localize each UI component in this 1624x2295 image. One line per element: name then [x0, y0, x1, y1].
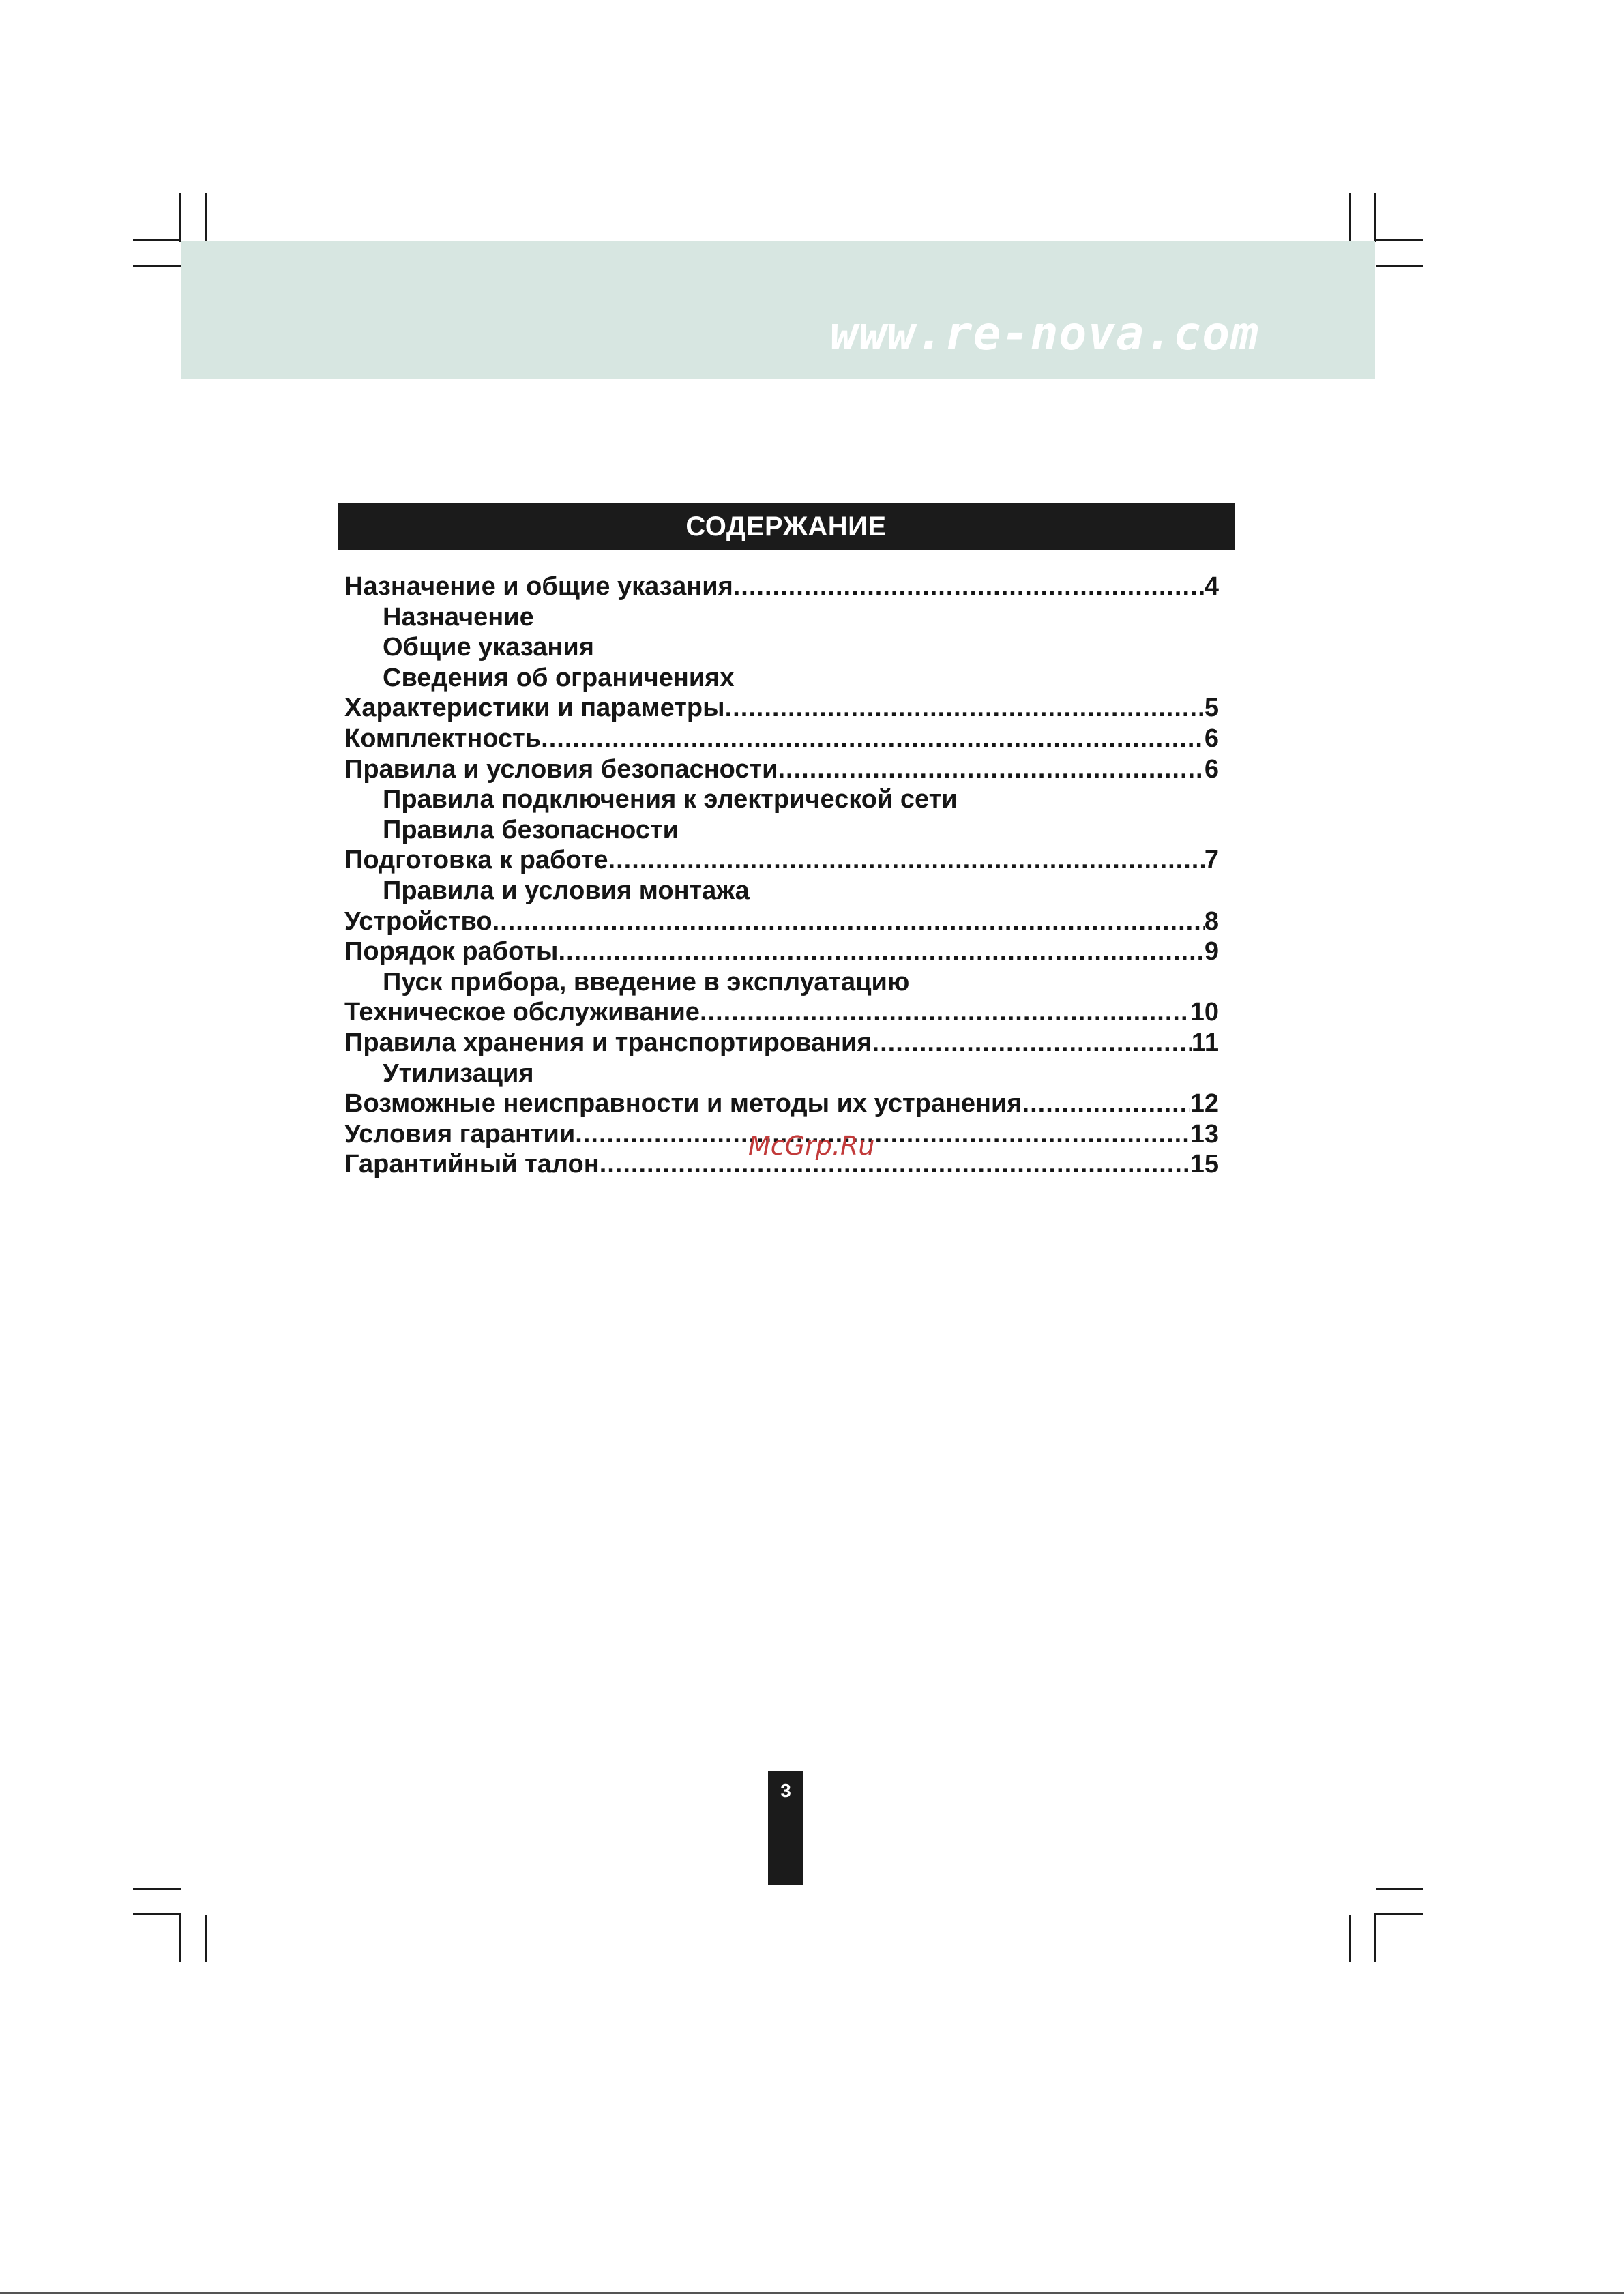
toc-item-label: Назначение — [383, 602, 534, 632]
toc-leader-dots — [733, 572, 1205, 602]
crop-mark — [205, 193, 207, 242]
toc-item-label: Подготовка к работе — [344, 846, 608, 875]
page-number-tab — [768, 1771, 803, 1885]
crop-mark — [1349, 1915, 1351, 1962]
toc-item-page: 9 — [1204, 937, 1219, 966]
toc-item[interactable] — [344, 845, 1219, 876]
toc-leader-dots — [558, 936, 1204, 967]
toc-subitem[interactable] — [344, 815, 1219, 846]
crop-mark — [133, 1888, 181, 1890]
toc-item-page: 6 — [1204, 754, 1219, 784]
toc-item[interactable] — [344, 906, 1219, 937]
toc-subitem[interactable] — [344, 632, 1219, 663]
crop-mark — [133, 265, 181, 267]
toc-leader-dots — [725, 693, 1205, 724]
toc-subitem[interactable] — [344, 602, 1219, 633]
toc-subitem[interactable] — [344, 967, 1219, 998]
crop-mark — [1376, 265, 1423, 267]
toc-item-page: 12 — [1190, 1089, 1219, 1119]
toc-item-label: Характеристики и параметры — [344, 694, 725, 723]
toc-item-label: Порядок работы — [344, 937, 559, 966]
toc-item[interactable] — [344, 1028, 1219, 1058]
toc-item-page: 13 — [1190, 1119, 1219, 1149]
toc-item-label: Устройство — [344, 906, 492, 936]
crop-mark — [205, 1915, 207, 1962]
toc-item-page: 4 — [1204, 572, 1219, 601]
toc-subitem[interactable] — [344, 663, 1219, 694]
toc-title: СОДЕРЖАНИЕ — [338, 503, 1235, 550]
toc-item-label: Правила хранения и транспортирования — [344, 1028, 872, 1057]
toc-leader-dots — [700, 997, 1190, 1028]
toc-item-label: Техническое обслуживание — [344, 998, 700, 1027]
toc-item-label: Гарантийный талон — [344, 1150, 600, 1179]
crop-mark — [179, 1913, 181, 1962]
crop-mark — [133, 1913, 181, 1915]
toc-item-page: 15 — [1190, 1150, 1219, 1179]
page-number: 3 — [780, 1780, 791, 1801]
bottom-border — [0, 2292, 1624, 2294]
toc-leader-dots — [541, 724, 1205, 754]
toc-subitem[interactable] — [344, 876, 1219, 906]
toc-item-page: 11 — [1191, 1028, 1219, 1057]
toc-leader-dots — [575, 1119, 1190, 1150]
toc-item-label: Правила подключения к электрической сети — [383, 785, 958, 814]
crop-mark — [133, 239, 181, 241]
toc-leader-dots — [778, 754, 1205, 785]
toc-item-label: Правила и условия безопасности — [344, 754, 778, 784]
watermark: McGrp.Ru — [748, 1131, 875, 1161]
crop-mark — [1376, 239, 1423, 241]
crop-mark — [1376, 1888, 1423, 1890]
toc-item[interactable] — [344, 936, 1219, 967]
toc-item-label: Комплектность — [344, 724, 542, 753]
toc-item-page: 10 — [1190, 998, 1219, 1027]
toc-item-page: 7 — [1204, 846, 1219, 875]
toc-item-label: Сведения об ограничениях — [383, 663, 735, 692]
crop-mark — [1374, 193, 1376, 242]
toc-item-label: Назначение и общие указания — [344, 572, 733, 601]
crop-mark — [1349, 193, 1351, 242]
toc-item[interactable] — [344, 1089, 1219, 1119]
toc-leader-dots — [872, 1028, 1192, 1058]
toc-item-label: Возможные неисправности и методы их устранения — [344, 1089, 1022, 1119]
header-band — [181, 241, 1375, 379]
crop-mark — [1376, 1913, 1423, 1915]
toc-item-page: 5 — [1204, 694, 1219, 723]
toc-item-label: Общие указания — [383, 633, 594, 662]
toc-item[interactable] — [344, 572, 1219, 602]
toc-item-page: 8 — [1204, 906, 1219, 936]
toc-item[interactable] — [344, 997, 1219, 1028]
toc-leader-dots — [1022, 1089, 1190, 1119]
crop-mark — [179, 193, 181, 242]
toc-item[interactable] — [344, 693, 1219, 724]
toc-leader-dots — [600, 1149, 1190, 1180]
toc-item-label: Условия гарантии — [344, 1119, 576, 1149]
website-url[interactable]: www.re-nova.com — [829, 307, 1259, 361]
toc-leader-dots — [608, 845, 1205, 876]
toc-item-label: Правила безопасности — [383, 815, 679, 844]
toc-item-label: Правила и условия монтажа — [383, 876, 750, 905]
toc-subitem[interactable] — [344, 1058, 1219, 1089]
toc-leader-dots — [492, 906, 1205, 937]
toc-subitem[interactable] — [344, 784, 1219, 815]
table-of-contents — [344, 572, 1219, 1180]
toc-item-page: 6 — [1204, 724, 1219, 753]
toc-item-label: Утилизация — [383, 1058, 534, 1088]
toc-item[interactable] — [344, 724, 1219, 754]
toc-item-label: Пуск прибора, введение в эксплуатацию — [383, 967, 910, 996]
crop-mark — [1374, 1913, 1376, 1962]
toc-item[interactable] — [344, 754, 1219, 785]
